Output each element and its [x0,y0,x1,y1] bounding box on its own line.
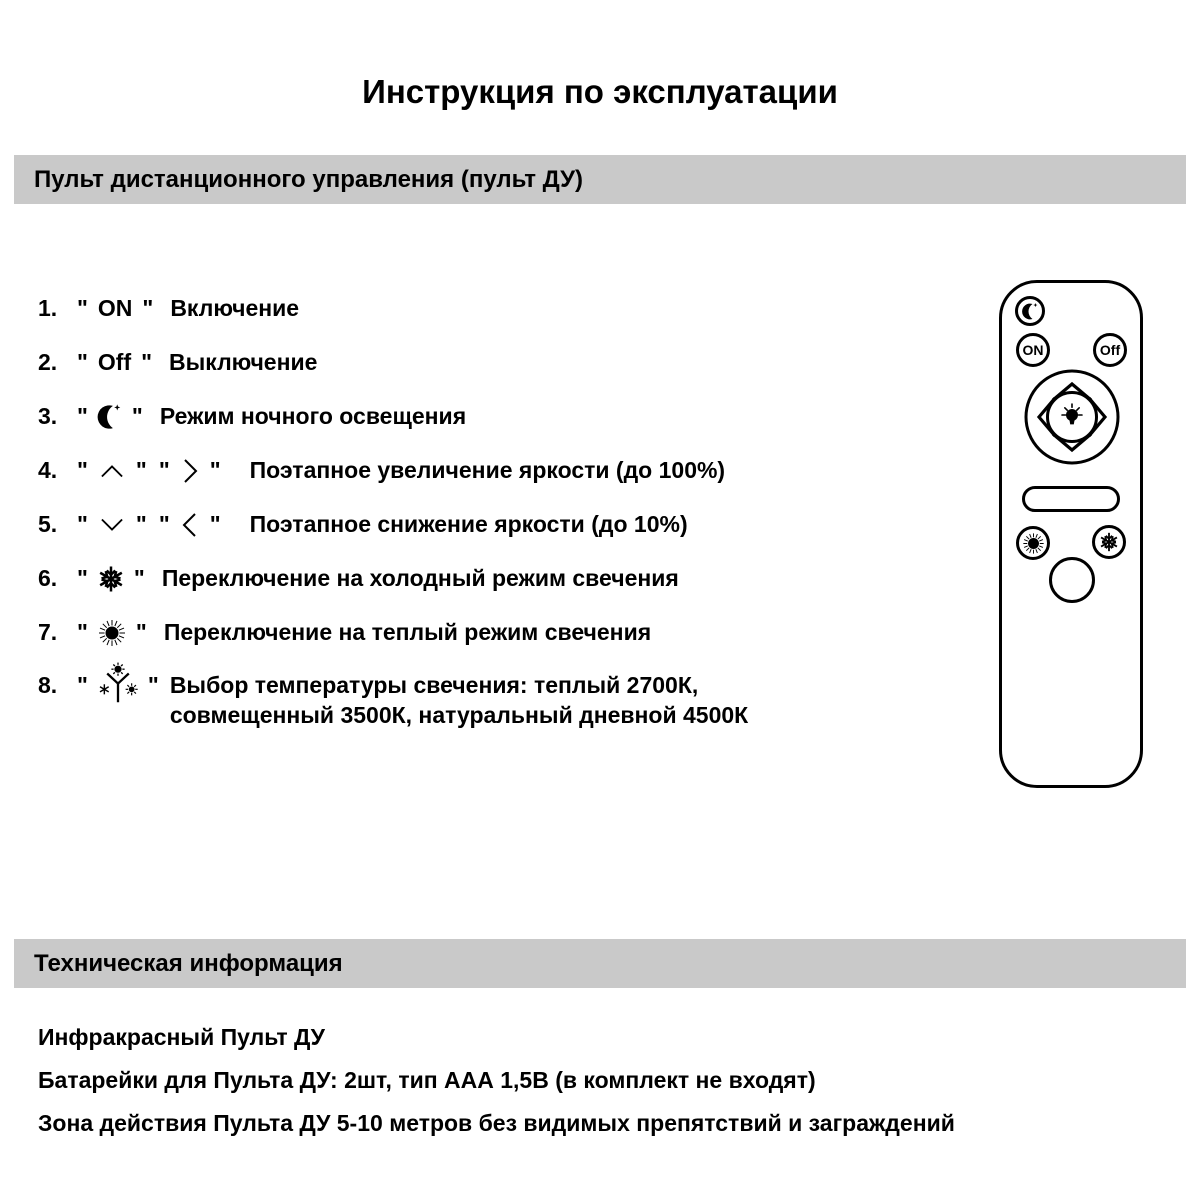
item-label: Включение [170,295,300,321]
item-label [170,670,748,730]
tech-info [38,1022,955,1151]
item-label: Режим ночного освещения [159,403,467,429]
off-button [1093,333,1127,367]
direction-pad [1023,368,1121,466]
sun-icon [1021,531,1046,556]
quote-mark: " [131,403,143,429]
snowflake-icon [1098,531,1120,553]
item-number: 5. [38,511,58,537]
quote-mark: " [141,349,153,375]
quote-mark: " [158,457,170,483]
item-label: Поэтапное снижение яркости (до 10%) [249,511,688,537]
section-heading-tech: Техническая информация [34,949,343,977]
chevron-right-icon [178,455,202,487]
moon-icon [96,403,124,431]
remote-control-illustration [999,280,1143,788]
list-item-off [38,346,948,379]
chevron-down-icon [96,514,128,536]
item-number: 2. [38,349,58,375]
quote-mark: " [135,511,147,537]
off-symbol: Off [97,349,132,375]
off-button-label: Off [1099,342,1121,358]
round-button [1049,557,1095,603]
item-number: 7. [38,619,58,645]
night-mode-button [1015,296,1045,326]
quote-mark: " [77,403,88,429]
instruction-list [38,292,948,730]
page-title: Инструкция по эксплуатации [362,73,838,110]
quote-mark: " [77,457,88,483]
quote-mark: " [77,511,88,537]
list-item-warm-mode [38,616,948,649]
quote-mark: " [209,457,221,483]
list-item-night-mode [38,400,948,433]
item-label: Выключение [169,349,318,375]
list-item-temperature-select [38,670,948,730]
list-item-cold-mode [38,562,948,595]
item-number: 8. [38,672,58,698]
quote-mark: " [209,511,221,537]
quote-mark: " [77,295,88,321]
on-button [1016,333,1050,367]
item-number: 1. [38,295,58,321]
item-label: Переключение на холодный режим свечения [161,565,679,591]
item-label-line1: Выбор температуры свечения: теплый 2700К, [169,672,699,698]
item-number: 6. [38,565,58,591]
item-label-line2: совмещенный 3500К, натуральный дневной 4500К [169,702,749,728]
chevron-left-icon [178,509,202,541]
section-heading-remote: Пульт дистанционного управления (пульт ДУ) [34,165,583,193]
section-banner-tech [14,939,1186,988]
on-button-label: ON [1022,342,1044,358]
list-item-brightness-up [38,454,948,487]
quote-mark: " [77,619,88,645]
quote-mark: " [135,457,147,483]
item-number: 4. [38,457,58,483]
quote-mark: " [158,511,170,537]
quote-mark: " [77,565,88,591]
on-symbol: ON [97,295,133,321]
item-label: Переключение на теплый режим свечения [163,619,652,645]
tech-info-line: Батарейки для Пульта ДУ: 2шт, тип ААА 1,5В (в комплект не входят) [38,1067,816,1093]
moon-icon [1021,302,1040,321]
cold-mode-button [1092,525,1126,559]
quote-mark: " [142,295,154,321]
snowflake-icon [96,564,126,594]
scene-button [1022,486,1120,512]
list-item-on [38,292,948,325]
quote-mark: " [135,619,147,645]
sun-icon [96,617,128,649]
quote-mark: " [133,565,145,591]
quote-mark: " [77,672,88,698]
tech-info-line: Зона действия Пульта ДУ 5-10 метров без видимых препятствий и заграждений [38,1110,955,1136]
list-item-brightness-down [38,508,948,541]
section-banner-remote [14,155,1186,204]
warm-mode-button [1016,526,1050,560]
item-label: Поэтапное увеличение яркости (до 100%) [249,457,726,483]
temperature-select-icon [96,662,140,708]
tech-info-line: Инфракрасный Пульт ДУ [38,1024,325,1050]
quote-mark: " [77,349,88,375]
item-number: 3. [38,403,58,429]
chevron-up-icon [96,460,128,482]
bulb-icon [1062,404,1082,424]
quote-mark: " [147,672,159,698]
